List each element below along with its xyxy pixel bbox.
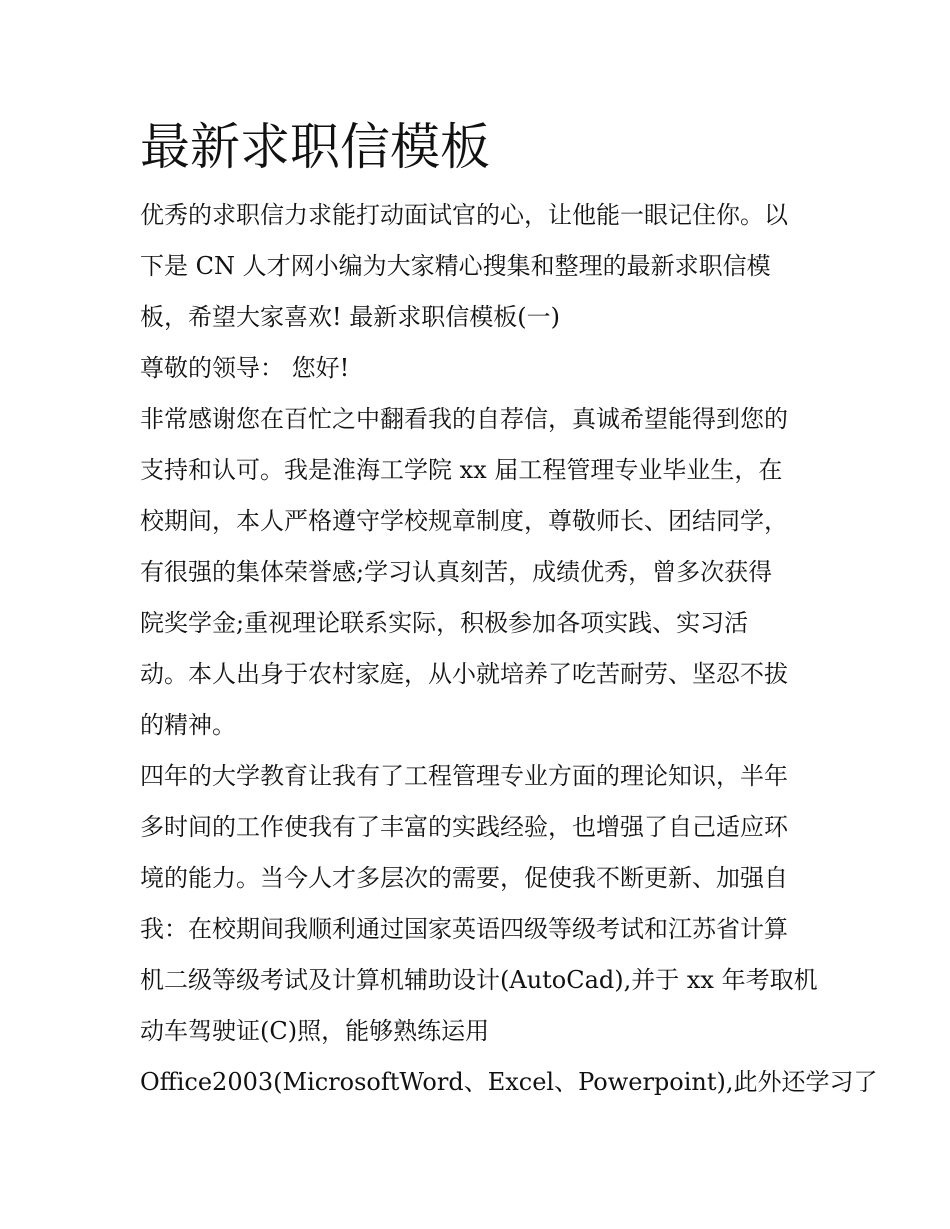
text-line: 有很强的集体荣誉感;学习认真刻苦，成绩优秀，曾多次获得: [140, 558, 773, 586]
text-line: 板，希望大家喜欢! 最新求职信模板(一): [140, 303, 560, 331]
text-line: 尊敬的领导： 您好!: [140, 354, 350, 382]
text-line: 我：在校期间我顺利通过国家英语四级等级考试和江苏省计算: [140, 915, 788, 943]
text-line: 多时间的工作使我有了丰富的实践经验，也增强了自己适应环: [140, 813, 788, 841]
text-line: 动。本人出身于农村家庭，从小就培养了吃苦耐劳、坚忍不拔: [140, 660, 788, 688]
document-text: [140, 198, 878, 1116]
document-title: 最新求职信模板: [140, 118, 490, 176]
text-line: Office2003(MicrosoftWord、Excel、Powerpoint),此外还学习了: [140, 1068, 878, 1096]
text-line: 支持和认可。我是淮海工学院 xx 届工程管理专业毕业生，在: [140, 456, 783, 484]
text-line: 动车驾驶证(C)照，能够熟练运用: [140, 1017, 490, 1045]
text-line: 院奖学金;重视理论联系实际，积极参加各项实践、实习活: [140, 609, 749, 637]
text-line: 下是 CN 人才网小编为大家精心搜集和整理的最新求职信模: [140, 252, 771, 280]
text-line: 校期间，本人严格遵守学校规章制度，尊敬师长、团结同学，: [140, 507, 788, 535]
text-line: 非常感谢您在百忙之中翻看我的自荐信，真诚希望能得到您的: [140, 405, 788, 433]
document-body: [140, 112, 878, 1116]
text-line: 境的能力。当今人才多层次的需要，促使我不断更新、加强自: [140, 864, 788, 892]
text-line: 四年的大学教育让我有了工程管理专业方面的理论知识，半年: [140, 762, 788, 790]
text-line: 优秀的求职信力求能打动面试官的心，让他能一眼记住你。以: [140, 201, 788, 229]
text-line: 的精神。: [140, 711, 236, 739]
text-line: 机二级等级考试及计算机辅助设计(AutoCad),并于 xx 年考取机: [140, 966, 818, 994]
